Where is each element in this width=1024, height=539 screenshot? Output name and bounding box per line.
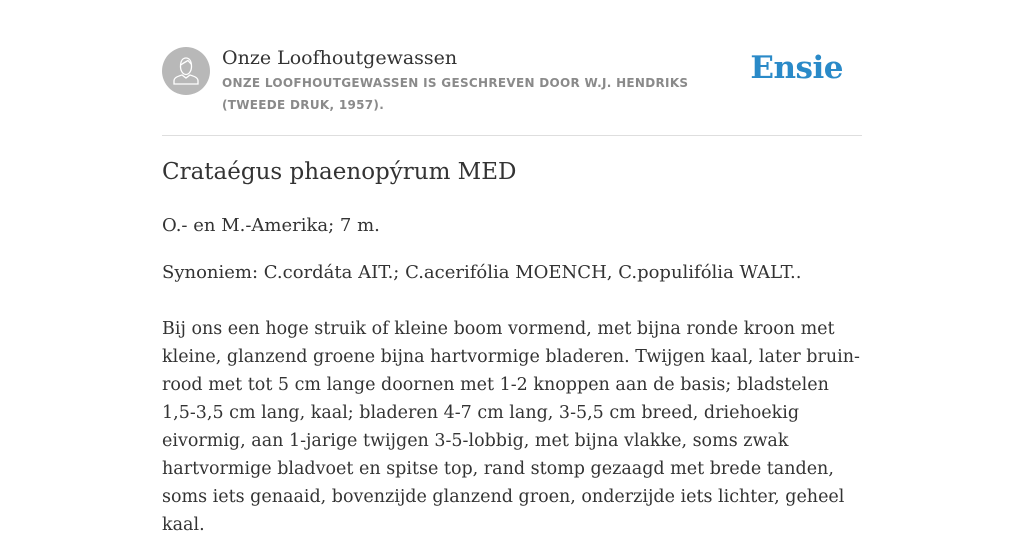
article-title: Crataégus phaenopýrum MED	[162, 159, 517, 185]
user-avatar-icon[interactable]	[162, 47, 210, 95]
article-description: Bij ons een hoge struik of kleine boom vormend, met bijna ronde kroon met kleine, glanzend groene bijna hartvormige bladeren. Twijgen kaal, later bruin-rood met tot 5 cm lange doornen met 1-2 knoppen aan de basis; bladstelen 1,5-3,5 cm lang, kaal; bladeren 4-7 cm lang, 3-5,5 cm breed, driehoekig eivormig, aan 1-jarige twijgen 3-5-lobbig, met bijna vlakke, soms zwak hartvormige bladvoet en spitse top, rand stomp gezaagd met brede tanden, soms iets genaaid, bovenzijde glanzend groen, onderzijde iets lichter, geheel kaal.	[162, 319, 860, 535]
article-distribution: O.- en M.-Amerika; 7 m.	[162, 215, 380, 236]
source-description: ONZE LOOFHOUTGEWASSEN IS GESCHREVEN DOOR W.J. HENDRIKS (TWEEDE DRUK, 1957).	[222, 76, 689, 112]
ensie-logo[interactable]: Ensie	[750, 50, 843, 86]
article-synonyms: Synoniem: C.cordáta AIT.; C.acerifólia MOENCH, C.populifólia WALT..	[162, 262, 802, 283]
source-title[interactable]: Onze Loofhoutgewassen	[222, 47, 458, 69]
source-header	[162, 46, 862, 134]
header-divider	[162, 135, 862, 136]
